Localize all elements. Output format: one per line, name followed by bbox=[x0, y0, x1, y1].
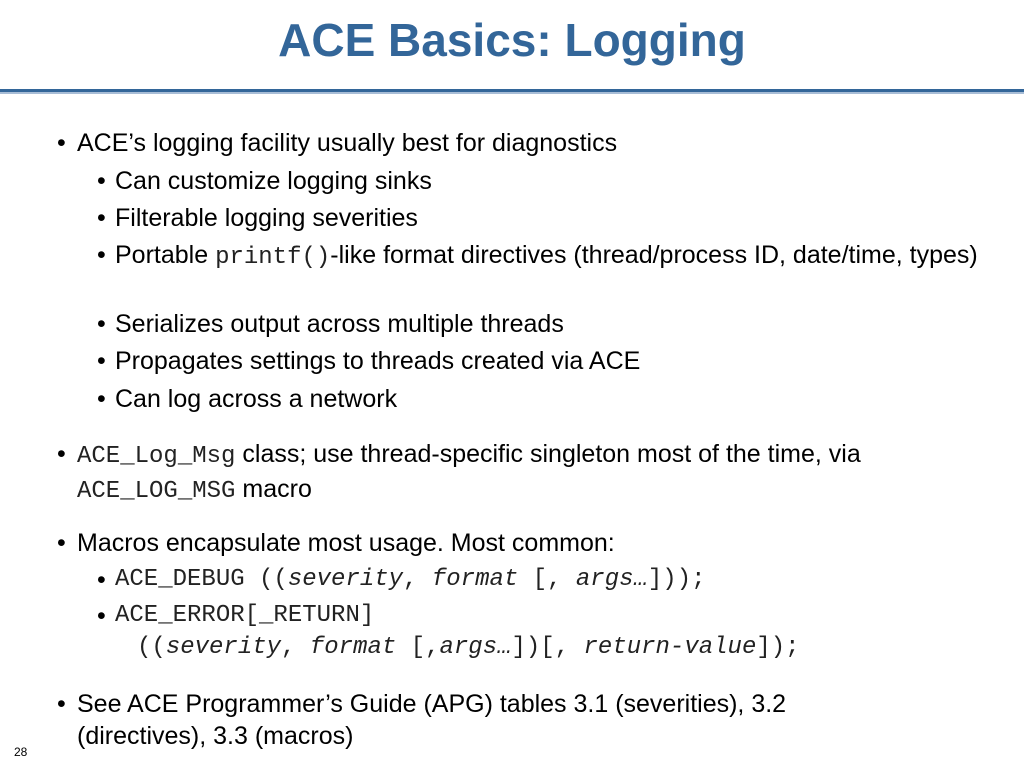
subbullet-text bbox=[97, 239, 1007, 274]
text-segment: -like format directives (thread/process ID, date/time, types) bbox=[330, 241, 978, 269]
code-param-args: args… bbox=[575, 566, 648, 593]
bullet-marker: • bbox=[97, 241, 106, 269]
subbullet-filterable-severities bbox=[97, 202, 1007, 234]
code-segment: ])); bbox=[647, 566, 706, 593]
bullet-marker: • bbox=[57, 129, 66, 157]
bullet-marker: • bbox=[57, 440, 66, 468]
code-param-severity: severity bbox=[287, 566, 404, 593]
code-printf: printf() bbox=[215, 244, 331, 271]
bullet-marker: • bbox=[97, 385, 106, 413]
code-segment: (( bbox=[137, 634, 166, 661]
bullet-text: ACE’s logging facility usually best for diagnostics bbox=[77, 129, 618, 157]
code-segment: [, bbox=[396, 634, 440, 661]
code-segment: , bbox=[403, 566, 432, 593]
code-segment: ])[, bbox=[511, 634, 584, 661]
bullet-logging-facility bbox=[57, 127, 1007, 159]
bullet-text: See ACE Programmer’s Guide (APG) tables 3.1 (severities), 3.2 (directives), 3.3 (macros) bbox=[77, 690, 787, 750]
subbullet-text: Propagates settings to threads created via ACE bbox=[115, 347, 641, 375]
code-param-args: args… bbox=[439, 634, 512, 661]
bullet-marker: • bbox=[97, 347, 106, 375]
code-param-format: format bbox=[431, 566, 519, 593]
subbullet-text: Can customize logging sinks bbox=[115, 167, 432, 195]
subbullet-ace-debug bbox=[97, 564, 1007, 596]
code-param-severity: severity bbox=[165, 634, 282, 661]
code-ace-log-msg: ACE_Log_Msg bbox=[77, 443, 236, 470]
subbullet-customize-sinks bbox=[97, 165, 1007, 197]
subbullet-ace-error bbox=[97, 600, 1007, 664]
bullet-text bbox=[57, 438, 1007, 508]
code-segment: ACE_DEBUG (( bbox=[115, 566, 288, 593]
code-segment: ]); bbox=[756, 634, 800, 661]
bullet-ace-log-msg bbox=[57, 438, 1007, 508]
code-param-format: format bbox=[309, 634, 397, 661]
title-divider bbox=[0, 89, 1024, 94]
code-ace-error bbox=[97, 600, 1007, 664]
subbullet-propagates-settings bbox=[97, 345, 1007, 377]
bullet-marker: • bbox=[97, 566, 106, 594]
page-number: 28 bbox=[14, 745, 28, 759]
subbullet-text: Serializes output across multiple threads bbox=[115, 310, 564, 338]
subbullet-text: Can log across a network bbox=[115, 385, 398, 413]
text-segment: class; use thread-specific singleton most of the time, via bbox=[235, 440, 861, 468]
code-segment: [, bbox=[518, 566, 576, 593]
slide-title: ACE Basics: Logging bbox=[278, 14, 746, 66]
bullet-marker: • bbox=[97, 310, 106, 338]
code-ace-debug bbox=[97, 564, 1007, 596]
bullet-marker: • bbox=[97, 602, 106, 630]
bullet-marker: • bbox=[97, 167, 106, 195]
bullet-macros bbox=[57, 527, 1007, 559]
bullet-marker: • bbox=[57, 690, 66, 718]
subbullet-serializes-output bbox=[97, 308, 1007, 340]
text-segment: Portable bbox=[115, 241, 216, 269]
code-ace-log-msg-macro: ACE_LOG_MSG bbox=[77, 478, 236, 505]
subbullet-portable-printf bbox=[97, 239, 1007, 274]
code-segment: ACE_ERROR[_RETURN] bbox=[115, 602, 375, 629]
subbullet-text: Filterable logging severities bbox=[115, 204, 418, 232]
bullet-text: Macros encapsulate most usage. Most common: bbox=[77, 529, 615, 557]
code-segment: , bbox=[281, 634, 310, 661]
bullet-marker: • bbox=[97, 204, 106, 232]
text-segment: macro bbox=[235, 475, 312, 503]
subbullet-log-network bbox=[97, 383, 1007, 415]
code-param-return-value: return-value bbox=[583, 634, 757, 661]
bullet-see-apg bbox=[57, 688, 897, 752]
bullet-marker: • bbox=[57, 529, 66, 557]
